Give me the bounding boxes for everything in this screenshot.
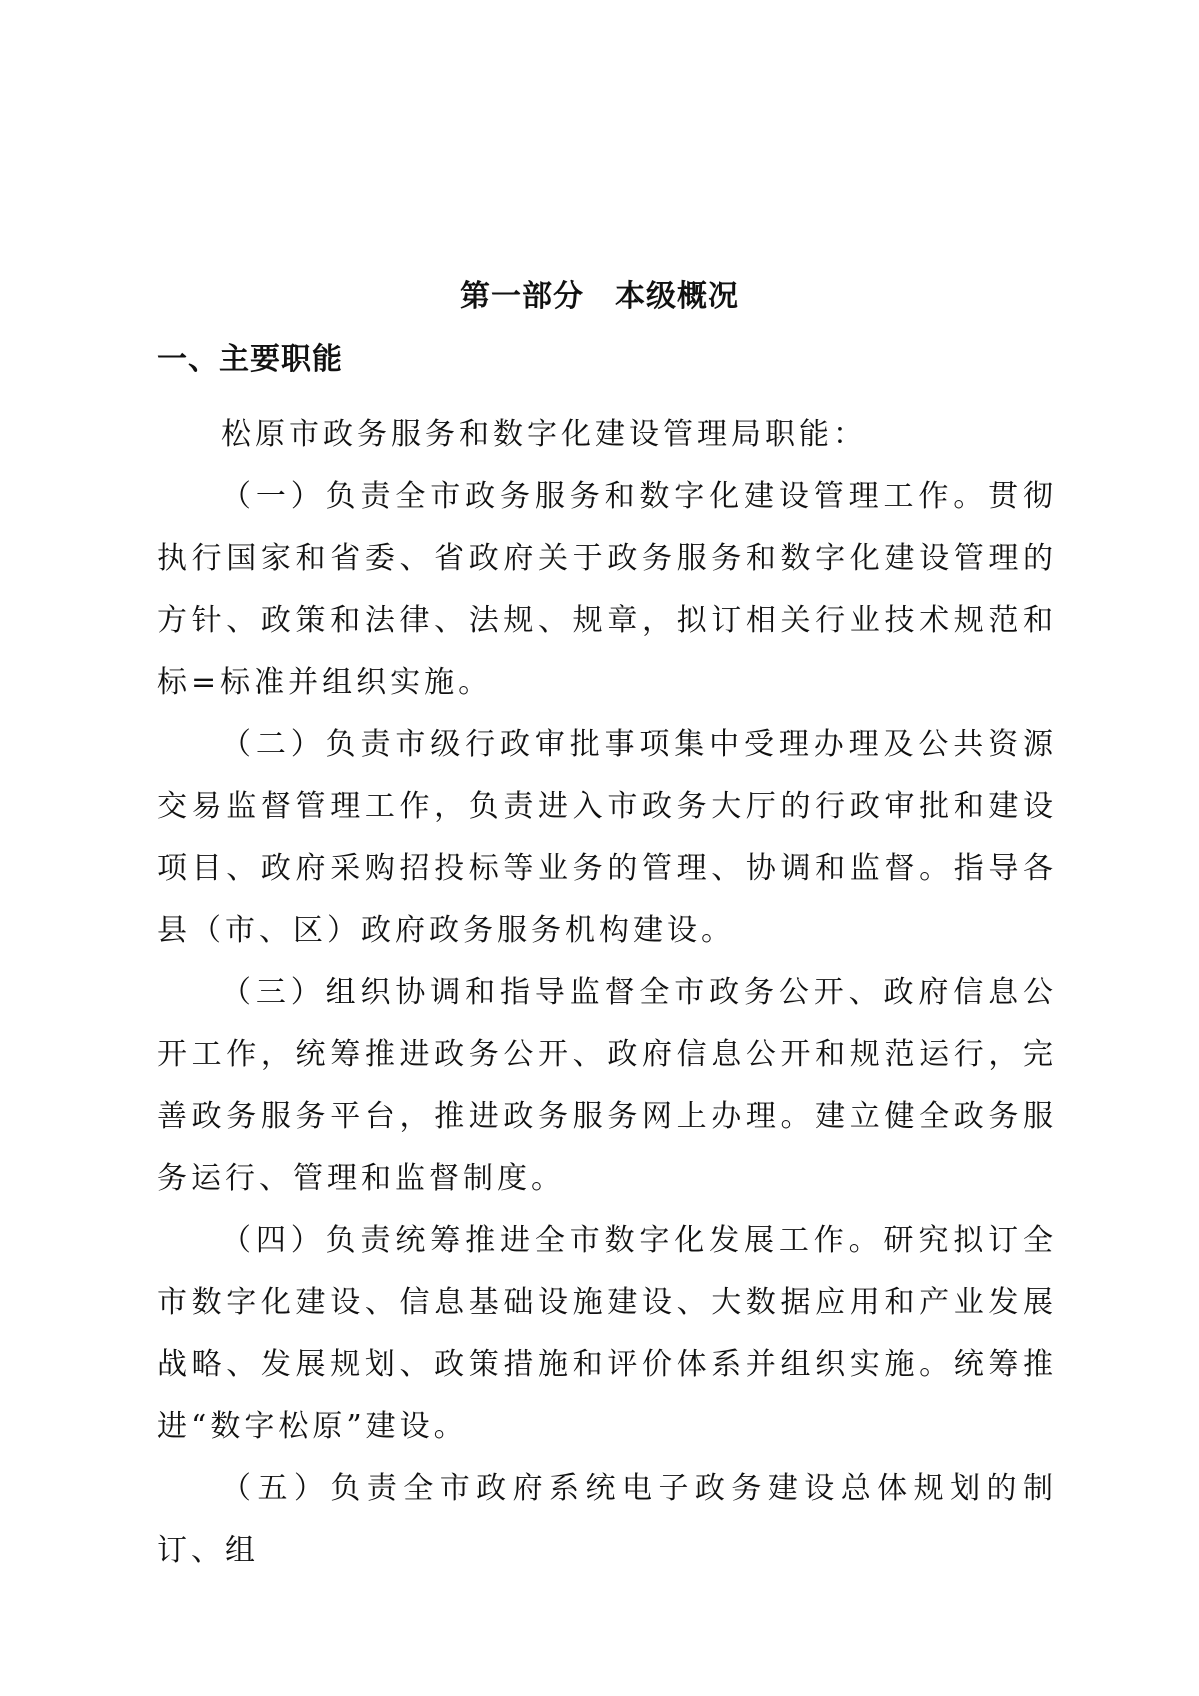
paragraph-item-5: （五）负责全市政府系统电子政务建设总体规划的制订、组: [157, 1471, 1057, 1568]
paragraph-item-1: （一）负责全市政务服务和数字化建设管理工作。贯彻执行国家和省委、省政府关于政务服务和数字化建设管理的方针、政策和法律、法规、规章，拟订相关行业技术规范和标=标准并组织实施。: [157, 479, 1057, 700]
paragraph-item-3: （三）组织协调和指导监督全市政务公开、政府信息公开工作，统筹推进政务公开、政府信息公开和规范运行，完善政务服务平台，推进政务服务网上办理。建立健全政务服务运行、管理和监督制度。: [157, 975, 1057, 1196]
section-heading: 一、主要职能: [157, 342, 343, 377]
paragraph-item-4: （四）负责统筹推进全市数字化发展工作。研究拟订全市数字化建设、信息基础设施建设、大数据应用和产业发展战略、发展规划、政策措施和评价体系并组织实施。统筹推进“数字松原”建设。: [157, 1223, 1057, 1444]
body-text: [157, 404, 1057, 1582]
paragraph-intro: 松原市政务服务和数字化建设管理局职能：: [221, 417, 867, 452]
part-title: 第一部分 本级概况: [460, 279, 739, 314]
paragraph-item-2: （二）负责市级行政审批事项集中受理办理及公共资源交易监督管理工作，负责进入市政务大厅的行政审批和建设项目、政府采购招投标等业务的管理、协调和监督。指导各县（市、区）政府政务服务机构建设。: [157, 727, 1057, 948]
